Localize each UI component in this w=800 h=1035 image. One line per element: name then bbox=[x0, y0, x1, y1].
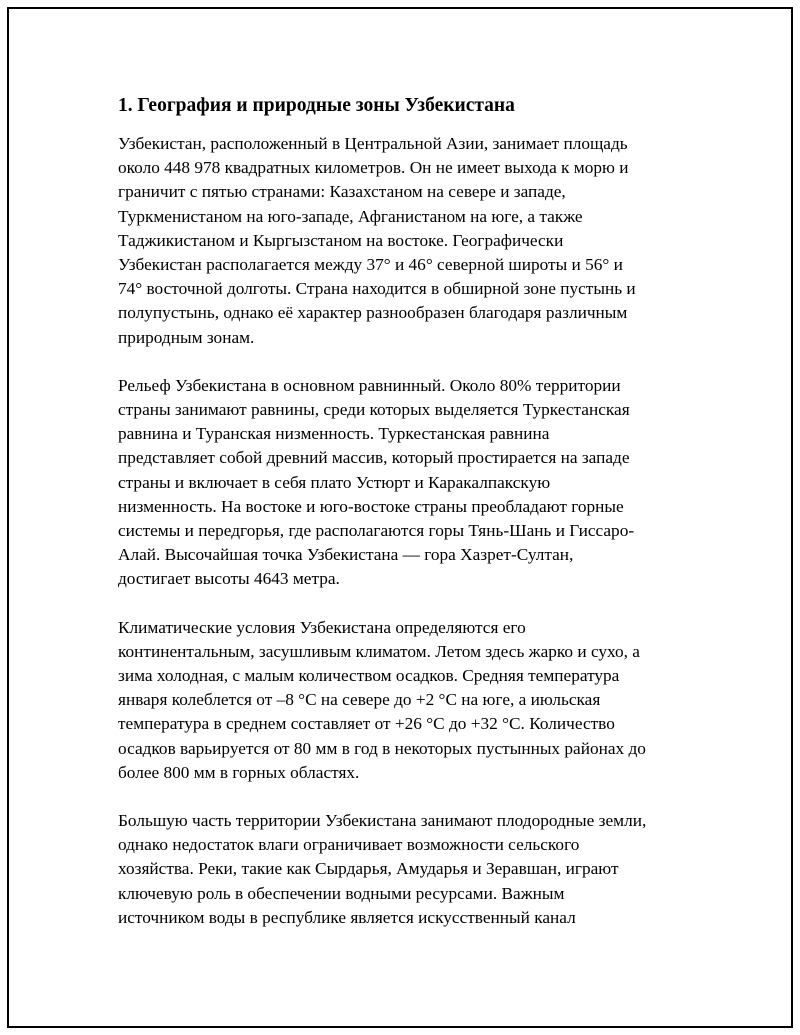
paragraph-line: источником воды в республике является искусственный канал bbox=[118, 907, 576, 927]
paragraph-line: природным зонам. bbox=[118, 327, 255, 347]
document-body bbox=[118, 93, 684, 954]
paragraph-line: Туркменистаном на юго-западе, Афганистаном на юге, а также bbox=[118, 206, 583, 226]
paragraph-line: января колеблется от –8 °C на севере до +2 °C на юге, а июльская bbox=[118, 690, 601, 710]
paragraph-line: Рельеф Узбекистана в основном равнинный. Около 80% территории bbox=[118, 375, 621, 395]
paragraph-line: Алай. Высочайшая точка Узбекистана — гора Хазрет-Султан, bbox=[118, 545, 574, 565]
paragraph-line: около 448 978 квадратных километров. Он не имеет выхода к морю и bbox=[118, 158, 629, 178]
paragraph-line: представляет собой древний массив, который простирается на западе bbox=[118, 448, 630, 468]
section-heading: 1. География и природные зоны Узбекистана bbox=[118, 95, 515, 116]
paragraph-line: зима холодная, с малым количеством осадков. Средняя температура bbox=[118, 666, 620, 686]
paragraph-line: системы и передгорья, где располагаются горы Тянь-Шань и Гиссаро- bbox=[118, 521, 635, 541]
paragraph-line: температура в среднем составляет от +26 °C до +32 °C. Количество bbox=[118, 714, 615, 734]
paragraph-line: достигает высоты 4643 метра. bbox=[118, 569, 340, 589]
paragraph bbox=[118, 616, 684, 785]
paragraph-line: ключевую роль в обеспечении водными ресурсами. Важным bbox=[118, 883, 565, 903]
paragraph bbox=[118, 374, 684, 592]
paragraph bbox=[118, 132, 684, 350]
paragraph-line: Узбекистан, расположенный в Центральной Азии, занимает площадь bbox=[118, 134, 628, 153]
paragraph-line: низменность. На востоке и юго-востоке страны преобладают горные bbox=[118, 496, 624, 516]
paragraph-line: хозяйства. Реки, такие как Сырдарья, Амударья и Зеравшан, играют bbox=[118, 859, 619, 879]
paragraph-line: Узбекистан располагается между 37° и 46° северной широты и 56° и bbox=[118, 255, 623, 275]
paragraph-line: граничит с пятью странами: Казахстаном на севере и западе, bbox=[118, 182, 566, 202]
paragraph-line: осадков варьируется от 80 мм в год в некоторых пустынных районах до bbox=[118, 738, 646, 758]
paragraph-line: 74° восточной долготы. Страна находится в обширной зоне пустынь и bbox=[118, 279, 636, 299]
paragraph-line: страны занимают равнины, среди которых выделяется Туркестанская bbox=[118, 400, 630, 420]
paragraph-line: полупустынь, однако её характер разнообразен благодаря различным bbox=[118, 303, 628, 323]
paragraph-line: Таджикистаном и Кыргызстаном на востоке. Географически bbox=[118, 230, 564, 250]
paragraph-line: однако недостаток влаги ограничивает возможности сельского bbox=[118, 835, 580, 855]
paragraph bbox=[118, 809, 684, 930]
paragraph-line: континентальным, засушливым климатом. Летом здесь жарко и сухо, а bbox=[118, 641, 640, 661]
paragraph-line: более 800 мм в горных областях. bbox=[118, 762, 360, 782]
paragraph-line: страны и включает в себя плато Устюрт и Каракалпакскую bbox=[118, 472, 551, 492]
paragraphs-container bbox=[118, 132, 684, 930]
paragraph-line: равнина и Туранская низменность. Туркестанская равнина bbox=[118, 424, 550, 444]
paragraph-line: Климатические условия Узбекистана определяются его bbox=[118, 617, 526, 637]
paragraph-line: Большую часть территории Узбекистана занимают плодородные земли, bbox=[118, 811, 647, 831]
